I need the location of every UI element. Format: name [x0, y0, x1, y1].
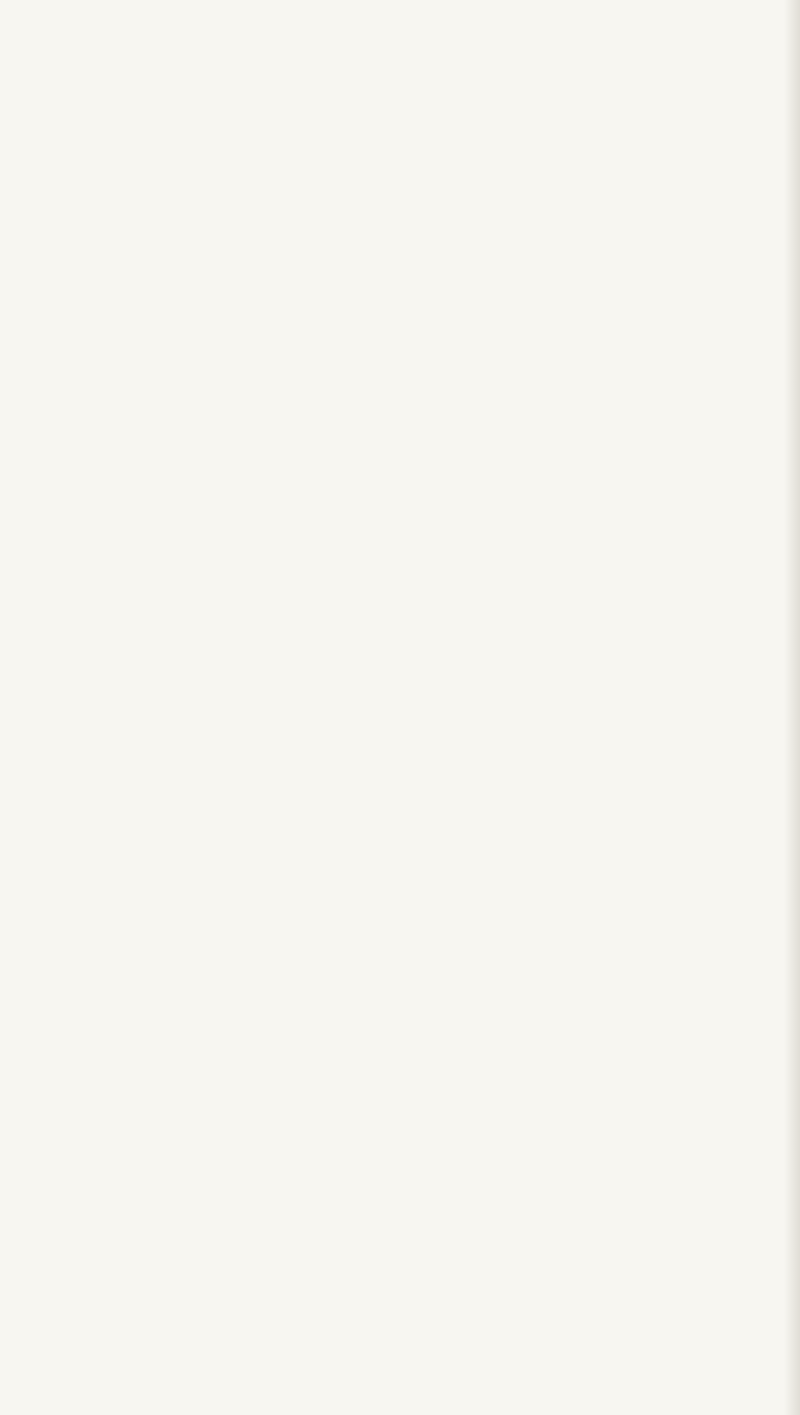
page-edge-shadow [784, 0, 800, 1415]
